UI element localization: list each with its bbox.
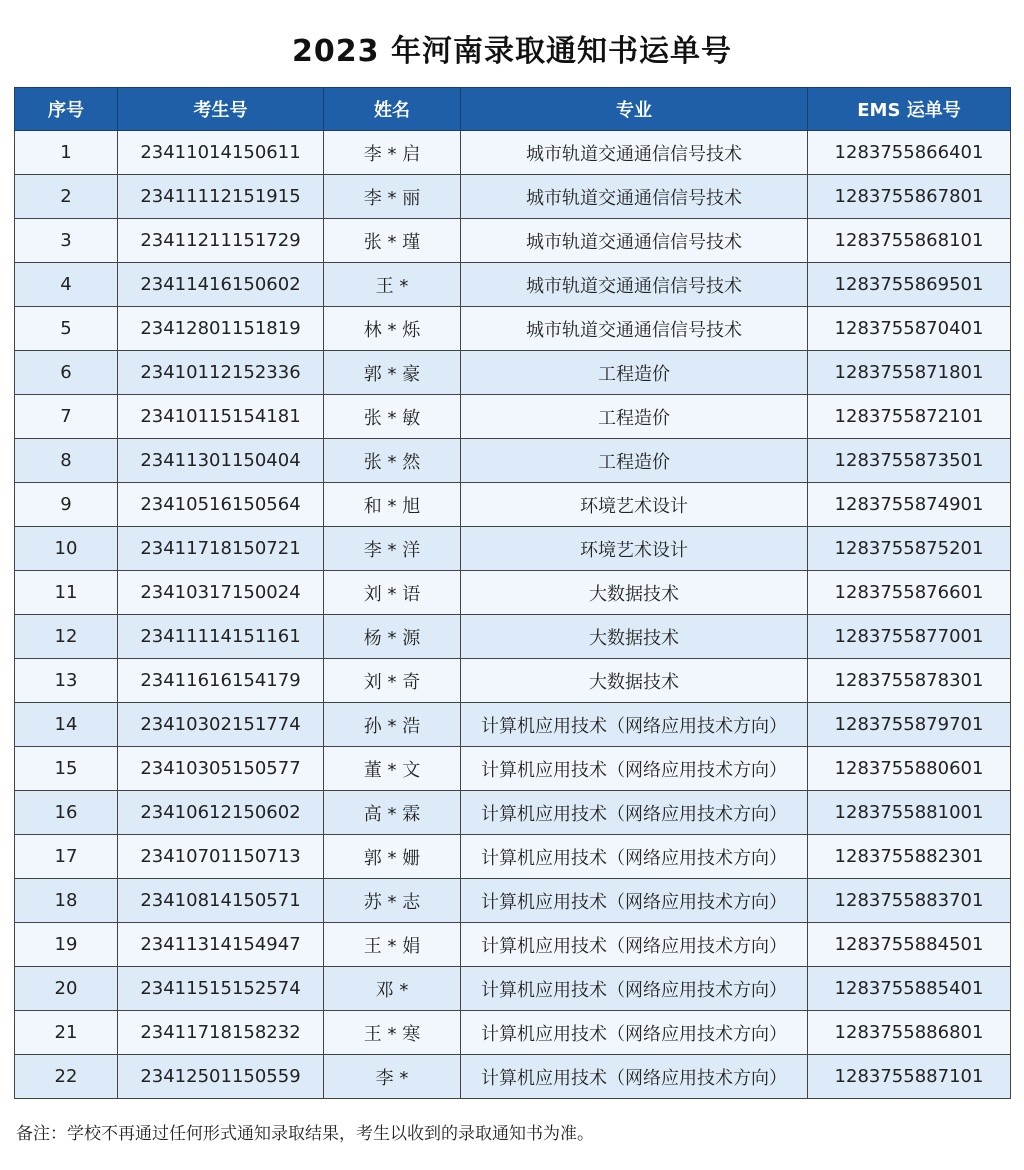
cell-index: 12 bbox=[15, 615, 118, 659]
cell-ems-number: 1283755877001 bbox=[808, 615, 1011, 659]
cell-ems-number: 1283755883701 bbox=[808, 879, 1011, 923]
cell-exam-number: 23411616154179 bbox=[118, 659, 324, 703]
cell-major: 环境艺术设计 bbox=[461, 527, 808, 571]
cell-index: 22 bbox=[15, 1055, 118, 1099]
cell-major: 大数据技术 bbox=[461, 571, 808, 615]
table-row bbox=[15, 483, 1011, 527]
cell-ems-number: 1283755868101 bbox=[808, 219, 1011, 263]
cell-major: 计算机应用技术（网络应用技术方向） bbox=[461, 967, 808, 1011]
table-row bbox=[15, 1011, 1011, 1055]
cell-ems-number: 1283755870401 bbox=[808, 307, 1011, 351]
cell-exam-number: 23411301150404 bbox=[118, 439, 324, 483]
table-row bbox=[15, 967, 1011, 1011]
cell-exam-number: 23411718158232 bbox=[118, 1011, 324, 1055]
table-row bbox=[15, 351, 1011, 395]
cell-exam-number: 23410814150571 bbox=[118, 879, 324, 923]
table-row bbox=[15, 571, 1011, 615]
table-row bbox=[15, 439, 1011, 483]
table-row bbox=[15, 307, 1011, 351]
cell-name: 孙 * 浩 bbox=[324, 703, 461, 747]
cell-major: 城市轨道交通通信信号技术 bbox=[461, 219, 808, 263]
cell-index: 4 bbox=[15, 263, 118, 307]
cell-index: 3 bbox=[15, 219, 118, 263]
cell-index: 14 bbox=[15, 703, 118, 747]
cell-name: 王 * bbox=[324, 263, 461, 307]
cell-name: 刘 * 奇 bbox=[324, 659, 461, 703]
waybill-table bbox=[14, 87, 1011, 1099]
cell-index: 11 bbox=[15, 571, 118, 615]
table-row bbox=[15, 1055, 1011, 1099]
table-header-row bbox=[15, 88, 1011, 131]
cell-index: 21 bbox=[15, 1011, 118, 1055]
cell-name: 杨 * 源 bbox=[324, 615, 461, 659]
cell-index: 2 bbox=[15, 175, 118, 219]
table-row bbox=[15, 879, 1011, 923]
cell-exam-number: 23411314154947 bbox=[118, 923, 324, 967]
cell-name: 邓 * bbox=[324, 967, 461, 1011]
cell-ems-number: 1283755875201 bbox=[808, 527, 1011, 571]
cell-index: 8 bbox=[15, 439, 118, 483]
cell-name: 张 * 然 bbox=[324, 439, 461, 483]
table-row bbox=[15, 703, 1011, 747]
cell-name: 郭 * 姗 bbox=[324, 835, 461, 879]
column-header-exam-number: 考生号 bbox=[118, 88, 324, 131]
cell-ems-number: 1283755887101 bbox=[808, 1055, 1011, 1099]
table-row bbox=[15, 219, 1011, 263]
cell-name: 苏 * 志 bbox=[324, 879, 461, 923]
cell-ems-number: 1283755874901 bbox=[808, 483, 1011, 527]
cell-exam-number: 23410115154181 bbox=[118, 395, 324, 439]
cell-name: 林 * 烁 bbox=[324, 307, 461, 351]
cell-index: 19 bbox=[15, 923, 118, 967]
cell-major: 城市轨道交通通信信号技术 bbox=[461, 131, 808, 175]
cell-name: 张 * 敏 bbox=[324, 395, 461, 439]
cell-name: 高 * 霖 bbox=[324, 791, 461, 835]
cell-exam-number: 23411211151729 bbox=[118, 219, 324, 263]
cell-name: 王 * 娟 bbox=[324, 923, 461, 967]
table-row bbox=[15, 131, 1011, 175]
column-header-ems-number: EMS 运单号 bbox=[808, 88, 1011, 131]
cell-index: 15 bbox=[15, 747, 118, 791]
cell-ems-number: 1283755884501 bbox=[808, 923, 1011, 967]
cell-exam-number: 23411112151915 bbox=[118, 175, 324, 219]
cell-index: 17 bbox=[15, 835, 118, 879]
cell-ems-number: 1283755867801 bbox=[808, 175, 1011, 219]
cell-ems-number: 1283755882301 bbox=[808, 835, 1011, 879]
cell-name: 董 * 文 bbox=[324, 747, 461, 791]
cell-ems-number: 1283755879701 bbox=[808, 703, 1011, 747]
cell-major: 工程造价 bbox=[461, 395, 808, 439]
cell-exam-number: 23411114151161 bbox=[118, 615, 324, 659]
cell-major: 城市轨道交通通信信号技术 bbox=[461, 175, 808, 219]
cell-major: 工程造价 bbox=[461, 439, 808, 483]
table-row bbox=[15, 923, 1011, 967]
cell-name: 和 * 旭 bbox=[324, 483, 461, 527]
cell-major: 计算机应用技术（网络应用技术方向） bbox=[461, 923, 808, 967]
table-row bbox=[15, 791, 1011, 835]
cell-ems-number: 1283755881001 bbox=[808, 791, 1011, 835]
cell-exam-number: 23411014150611 bbox=[118, 131, 324, 175]
cell-index: 18 bbox=[15, 879, 118, 923]
cell-major: 计算机应用技术（网络应用技术方向） bbox=[461, 835, 808, 879]
cell-exam-number: 23412501150559 bbox=[118, 1055, 324, 1099]
cell-ems-number: 1283755876601 bbox=[808, 571, 1011, 615]
cell-index: 20 bbox=[15, 967, 118, 1011]
cell-name: 郭 * 豪 bbox=[324, 351, 461, 395]
cell-exam-number: 23410317150024 bbox=[118, 571, 324, 615]
cell-ems-number: 1283755878301 bbox=[808, 659, 1011, 703]
column-header-name: 姓名 bbox=[324, 88, 461, 131]
footnote: 备注：学校不再通过任何形式通知录取结果，考生以收到的录取通知书为准。 bbox=[16, 1124, 594, 1144]
table-row bbox=[15, 527, 1011, 571]
cell-major: 计算机应用技术（网络应用技术方向） bbox=[461, 747, 808, 791]
cell-major: 计算机应用技术（网络应用技术方向） bbox=[461, 879, 808, 923]
cell-ems-number: 1283755866401 bbox=[808, 131, 1011, 175]
cell-ems-number: 1283755885401 bbox=[808, 967, 1011, 1011]
cell-name: 李 * 丽 bbox=[324, 175, 461, 219]
cell-index: 1 bbox=[15, 131, 118, 175]
cell-name: 张 * 瑾 bbox=[324, 219, 461, 263]
page-title: 2023 年河南录取通知书运单号 bbox=[292, 34, 732, 69]
cell-name: 李 * 启 bbox=[324, 131, 461, 175]
cell-major: 计算机应用技术（网络应用技术方向） bbox=[461, 1011, 808, 1055]
cell-exam-number: 23410112152336 bbox=[118, 351, 324, 395]
cell-ems-number: 1283755871801 bbox=[808, 351, 1011, 395]
cell-name: 李 * 洋 bbox=[324, 527, 461, 571]
column-header-major: 专业 bbox=[461, 88, 808, 131]
cell-index: 13 bbox=[15, 659, 118, 703]
cell-exam-number: 23410612150602 bbox=[118, 791, 324, 835]
table-row bbox=[15, 175, 1011, 219]
cell-exam-number: 23411416150602 bbox=[118, 263, 324, 307]
cell-major: 工程造价 bbox=[461, 351, 808, 395]
cell-exam-number: 23411515152574 bbox=[118, 967, 324, 1011]
cell-major: 城市轨道交通通信信号技术 bbox=[461, 263, 808, 307]
cell-major: 计算机应用技术（网络应用技术方向） bbox=[461, 703, 808, 747]
table-row bbox=[15, 615, 1011, 659]
cell-exam-number: 23411718150721 bbox=[118, 527, 324, 571]
cell-index: 16 bbox=[15, 791, 118, 835]
cell-exam-number: 23410516150564 bbox=[118, 483, 324, 527]
cell-index: 6 bbox=[15, 351, 118, 395]
cell-index: 10 bbox=[15, 527, 118, 571]
cell-major: 计算机应用技术（网络应用技术方向） bbox=[461, 791, 808, 835]
cell-major: 大数据技术 bbox=[461, 615, 808, 659]
table-body bbox=[15, 131, 1011, 1099]
cell-ems-number: 1283755872101 bbox=[808, 395, 1011, 439]
cell-index: 9 bbox=[15, 483, 118, 527]
cell-exam-number: 23410302151774 bbox=[118, 703, 324, 747]
column-header-index: 序号 bbox=[15, 88, 118, 131]
cell-name: 李 * bbox=[324, 1055, 461, 1099]
cell-index: 5 bbox=[15, 307, 118, 351]
cell-ems-number: 1283755873501 bbox=[808, 439, 1011, 483]
cell-ems-number: 1283755869501 bbox=[808, 263, 1011, 307]
table-row bbox=[15, 659, 1011, 703]
cell-major: 计算机应用技术（网络应用技术方向） bbox=[461, 1055, 808, 1099]
cell-ems-number: 1283755886801 bbox=[808, 1011, 1011, 1055]
table-row bbox=[15, 835, 1011, 879]
table-row bbox=[15, 395, 1011, 439]
cell-ems-number: 1283755880601 bbox=[808, 747, 1011, 791]
cell-major: 城市轨道交通通信信号技术 bbox=[461, 307, 808, 351]
cell-index: 7 bbox=[15, 395, 118, 439]
cell-name: 刘 * 语 bbox=[324, 571, 461, 615]
cell-exam-number: 23412801151819 bbox=[118, 307, 324, 351]
cell-exam-number: 23410305150577 bbox=[118, 747, 324, 791]
cell-major: 环境艺术设计 bbox=[461, 483, 808, 527]
cell-exam-number: 23410701150713 bbox=[118, 835, 324, 879]
cell-name: 王 * 寒 bbox=[324, 1011, 461, 1055]
cell-major: 大数据技术 bbox=[461, 659, 808, 703]
table-row bbox=[15, 747, 1011, 791]
table-row bbox=[15, 263, 1011, 307]
